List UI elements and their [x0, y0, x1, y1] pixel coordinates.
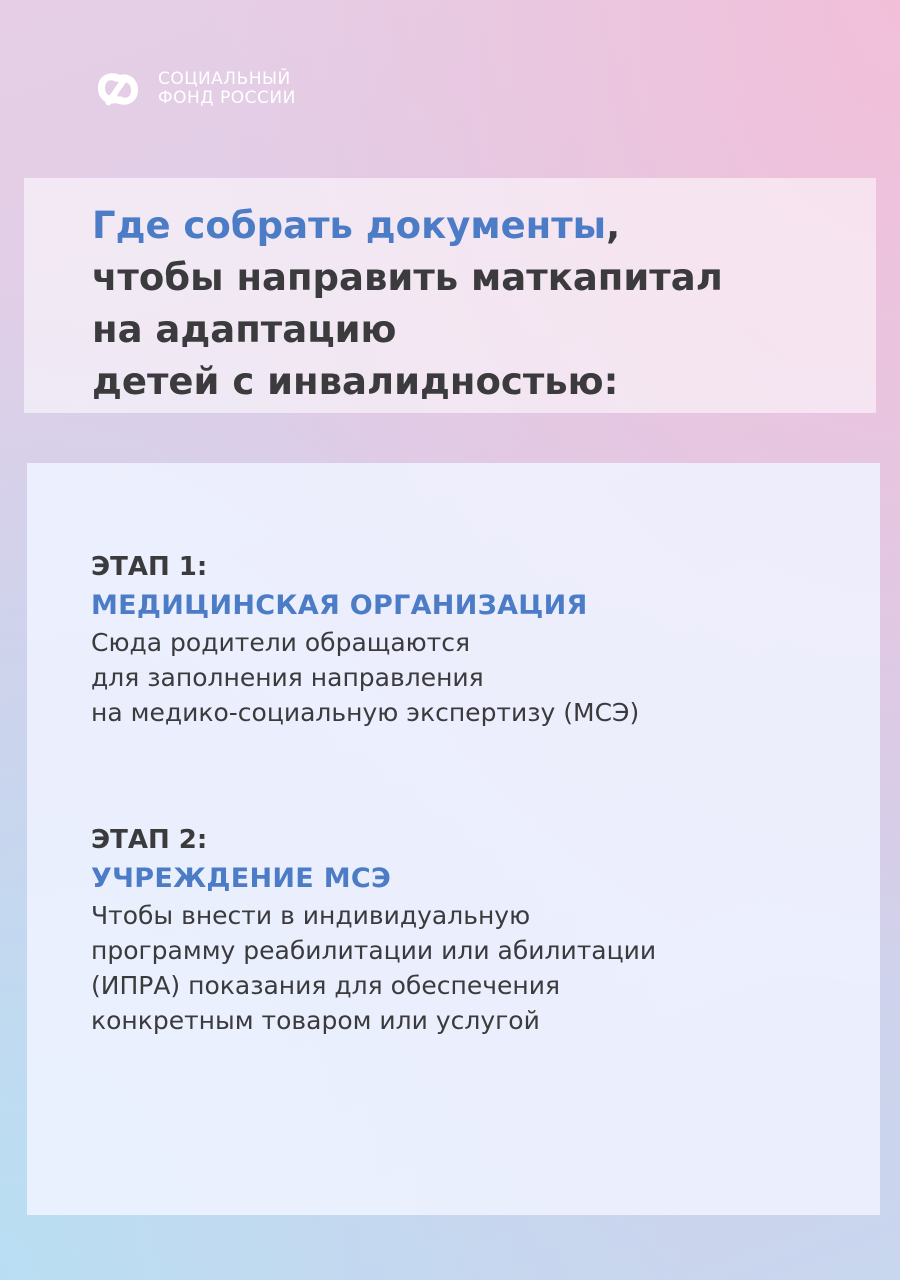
step-2-desc-line: конкретным товаром или услугой	[91, 1006, 540, 1035]
title-line-1	[92, 200, 876, 252]
brand-logo	[88, 64, 296, 114]
steps-card	[27, 463, 880, 1215]
title-line-3: на адаптацию	[92, 308, 397, 351]
step-2-label: ЭТАП 2:	[91, 825, 208, 855]
title-line-2: чтобы направить маткапитал	[92, 256, 723, 299]
step-2-heading: УЧРЕЖДЕНИЕ МСЭ	[91, 863, 392, 894]
sfr-logo-icon	[88, 64, 148, 114]
step-1-desc-line: Сюда родители обращаются	[91, 628, 471, 657]
step-1-desc-line: на медико-социальную экспертизу (МСЭ)	[91, 698, 640, 727]
step-2-desc-line: (ИПРА) показания для обеспечения	[91, 971, 560, 1000]
step-1-desc-line: для заполнения направления	[91, 663, 484, 692]
brand-name	[158, 70, 296, 108]
step-1-heading: МЕДИЦИНСКАЯ ОРГАНИЗАЦИЯ	[91, 590, 588, 621]
title-card	[24, 178, 876, 413]
brand-name-line1: СОЦИАЛЬНЫЙ	[158, 69, 291, 89]
step-2-desc-line: Чтобы внести в индивидуальную	[91, 901, 531, 930]
step-1	[91, 549, 880, 730]
brand-name-line2: ФОНД РОССИИ	[158, 88, 296, 108]
title-line-4: детей с инвалидностью:	[92, 360, 619, 403]
step-2-desc-line: программу реабилитации или абилитации	[91, 936, 657, 965]
title-accent-tail: ,	[606, 204, 621, 247]
step-1-label: ЭТАП 1:	[91, 552, 208, 582]
step-1-description	[91, 625, 880, 730]
title-accent: Где собрать документы	[92, 204, 607, 247]
step-2-description	[91, 898, 880, 1038]
step-2	[91, 822, 880, 1038]
